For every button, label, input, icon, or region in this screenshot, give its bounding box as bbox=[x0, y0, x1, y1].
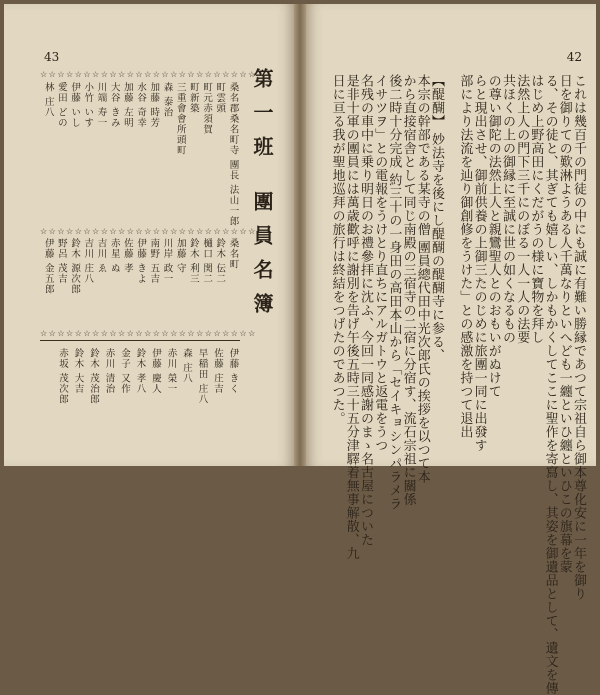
section-rule bbox=[40, 340, 240, 341]
member-entry: 鈴木 大吉 bbox=[72, 348, 84, 395]
member-entry: 伊藤 きく bbox=[227, 348, 239, 395]
member-entry: 森 庄八 bbox=[181, 348, 192, 384]
text-column: 是非十軍の團員には萬歳歡呼に謝別を告げ午後五時三十五分津驛着無事解散、九 bbox=[343, 74, 359, 560]
book-gutter bbox=[294, 4, 306, 466]
text-column: 【醍醐】 妙法寺を後にし醍醐の醍醐寺に参る、 bbox=[429, 74, 444, 363]
text-column: 本宗の幹部である某寺の僧 團員總代田中光次郎氏の挨拶を以つて本 bbox=[414, 74, 430, 484]
member-entry: 金子 又作 bbox=[119, 348, 130, 395]
star-divider-middle: ☆☆☆☆☆☆☆☆☆☆☆☆☆☆☆☆☆☆☆☆☆☆☆☆☆ bbox=[40, 227, 257, 236]
member-entry: 桑名郡桑名町寺 團長 法山一郎 bbox=[227, 82, 239, 227]
member-entry: 赤川 清治 bbox=[103, 348, 115, 395]
member-entry: 川岸 政一 bbox=[161, 238, 173, 285]
member-entry: 伊藤 いし bbox=[69, 82, 81, 129]
text-column: 共ほくの上の御縁に至誠に世の如くなるもの bbox=[500, 74, 515, 344]
member-entry: 赤川 榮一 bbox=[165, 348, 177, 395]
member-entry: 鈴木 茂治郎 bbox=[88, 348, 99, 405]
member-entry: 町雲頭 bbox=[214, 82, 226, 114]
member-entry: 野呂 茂吉 bbox=[55, 238, 67, 285]
member-entry: 鈴木 源次郎 bbox=[69, 238, 81, 295]
text-column: はじめ上野高田にくだがうの様に寶物を拜し bbox=[528, 74, 544, 344]
member-entry: 町元赤須賀 bbox=[201, 82, 213, 135]
member-entry: 赤坂 茂次郎 bbox=[57, 348, 68, 405]
text-column: らと現出させ、御前供養の上御三たのじめに旅團一同に出發す bbox=[471, 74, 487, 452]
text-column: 部により法流を辿り御創修をうけた」との感激を持つて退出 bbox=[457, 74, 473, 439]
text-column: 後二時十分完成 約三十の一身田の高田本山から「セイキョシンパラメラ bbox=[386, 74, 402, 511]
text-column: 名残の車中に乗り明日のお禮參拝に沈ふ、今回一同感謝のまゝ名古屋についた bbox=[358, 74, 373, 547]
member-entry: 加藤 守 bbox=[174, 238, 186, 274]
member-entry: 大谷 きみ bbox=[108, 82, 120, 129]
member-entry: 佐藤 庄吉 bbox=[212, 348, 223, 395]
member-entry: 吉川 庄八 bbox=[82, 238, 94, 285]
member-entry: 南野 五吉 bbox=[148, 238, 160, 285]
open-book bbox=[4, 4, 596, 695]
member-entry: 鈴木 孝八 bbox=[134, 348, 146, 395]
text-column: イサツヲ」との電報をうけとり直ちにアルガトウと返電をうつ bbox=[372, 74, 388, 452]
member-entry: 佐藤 孝 bbox=[121, 238, 133, 274]
member-entry: 水谷 奇幸 bbox=[135, 82, 147, 129]
member-entry: 小竹 いす bbox=[82, 82, 94, 129]
member-entry: 吉川 ゑ bbox=[95, 238, 107, 274]
member-entry: 加藤 左明 bbox=[121, 82, 133, 129]
text-column: から直接宿舎として同じ南殿の三宿寺の二宿に分宿す、流石宗祖に關係 bbox=[400, 74, 416, 506]
text-column: の尊い御陀の法然上人と親鸞聖人とのおもいがぬけて bbox=[485, 74, 501, 398]
member-entry: 伊藤 金五郎 bbox=[42, 238, 54, 295]
member-entry: 伊藤 きよ bbox=[135, 238, 147, 285]
text-column: 日に亘る我が聖地巡拜の旅行は終結をつげたのであつた。 bbox=[329, 74, 345, 425]
member-entry: 伊藤 慶人 bbox=[150, 348, 161, 395]
member-entry: 早稲田 庄八 bbox=[196, 348, 208, 405]
member-entry: 森 泰治 bbox=[161, 82, 173, 118]
star-divider-top: ☆☆☆☆☆☆☆☆☆☆☆☆☆☆☆☆☆☆☆☆☆☆☆☆☆ bbox=[40, 70, 257, 79]
right-page bbox=[306, 4, 596, 695]
member-entry: 鈴木 利三 bbox=[187, 238, 199, 285]
text-column: 法然上人の門下三千にのぼる一人一人の法要 bbox=[514, 74, 530, 344]
member-entry: 桑名町 bbox=[227, 238, 239, 270]
member-entry: 鈴木 伝二 bbox=[214, 238, 226, 285]
text-column: 日を御りての歎淋ようある人千萬なりといへども一纏といひ纏といひこの旗幕を蒙 bbox=[556, 74, 572, 574]
member-entry: 川端 寿一 bbox=[95, 82, 107, 129]
text-column: これは幾百千の門徒の中にも誠に有難い勝縁であつて宗祖自ら御本尊化安に一年を御り bbox=[571, 74, 586, 601]
member-entry: 林 庄八 bbox=[42, 82, 54, 118]
roster-title: 第一班 團員名簿 bbox=[250, 68, 274, 327]
member-entry: 愛田 どの bbox=[55, 82, 67, 129]
member-entry: 赤星 ぬ bbox=[108, 238, 120, 274]
member-entry: 樋口 関二 bbox=[201, 238, 213, 285]
member-entry: 加藤 時芳 bbox=[148, 82, 160, 129]
right-page-number: 42 bbox=[566, 50, 582, 64]
left-page bbox=[4, 4, 294, 466]
left-page-number: 43 bbox=[44, 50, 60, 64]
member-entry: 町新築 bbox=[187, 82, 199, 114]
member-entry: 三重會會所頭町 bbox=[174, 82, 186, 156]
text-column: る、その徒と、其ぎても嬉しい、しかもかくしてここに聖作を寄寫し、其姿を御遺品として、遺文を傳 bbox=[542, 74, 558, 695]
star-divider-lower: ☆☆☆☆☆☆☆☆☆☆☆☆☆☆☆☆☆☆☆☆☆☆☆☆☆ bbox=[40, 329, 257, 338]
